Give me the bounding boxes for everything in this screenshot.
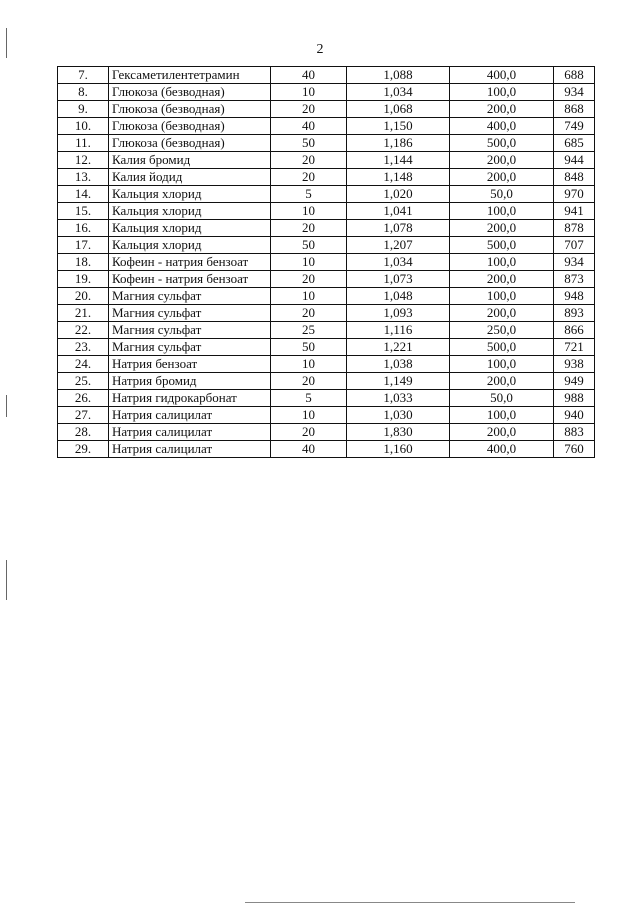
table-row [58,288,595,305]
value-cell: 707 [554,237,595,254]
concentration-cell: 40 [271,67,347,84]
row-number-cell: 22. [58,322,109,339]
substance-name-cell: Калия бромид [109,152,271,169]
row-number-cell: 8. [58,84,109,101]
substance-name-cell: Натрия салицилат [109,407,271,424]
concentration-cell: 20 [271,305,347,322]
mass-cell: 200,0 [450,424,554,441]
table-row [58,373,595,390]
table-row [58,407,595,424]
value-cell: 944 [554,152,595,169]
page-number: 2 [316,42,324,57]
table-row [58,254,595,271]
substance-name-cell: Глюкоза (безводная) [109,101,271,118]
row-number-cell: 20. [58,288,109,305]
concentration-cell: 20 [271,220,347,237]
table-row [58,101,595,118]
mass-cell: 200,0 [450,169,554,186]
scan-edge-mark [6,560,7,600]
substance-name-cell: Натрия салицилат [109,441,271,458]
row-number-cell: 21. [58,305,109,322]
value-cell: 988 [554,390,595,407]
table-row [58,356,595,373]
density-cell: 1,030 [347,407,450,424]
density-cell: 1,116 [347,322,450,339]
mass-cell: 100,0 [450,407,554,424]
substance-name-cell: Калия йодид [109,169,271,186]
table-row [58,135,595,152]
substance-name-cell: Магния сульфат [109,288,271,305]
value-cell: 848 [554,169,595,186]
row-number-cell: 14. [58,186,109,203]
density-cell: 1,149 [347,373,450,390]
table-row [58,152,595,169]
row-number-cell: 13. [58,169,109,186]
concentration-cell: 20 [271,101,347,118]
table-row [58,118,595,135]
substance-name-cell: Натрия салицилат [109,424,271,441]
value-cell: 685 [554,135,595,152]
substance-name-cell: Кальция хлорид [109,203,271,220]
row-number-cell: 12. [58,152,109,169]
table-row [58,67,595,84]
substance-name-cell: Гексаметилентетрамин [109,67,271,84]
mass-cell: 250,0 [450,322,554,339]
density-cell: 1,160 [347,441,450,458]
concentration-cell: 20 [271,424,347,441]
row-number-cell: 10. [58,118,109,135]
data-table [57,66,595,458]
value-cell: 949 [554,373,595,390]
row-number-cell: 16. [58,220,109,237]
density-cell: 1,034 [347,254,450,271]
mass-cell: 500,0 [450,135,554,152]
value-cell: 721 [554,339,595,356]
density-cell: 1,186 [347,135,450,152]
density-cell: 1,048 [347,288,450,305]
value-cell: 940 [554,407,595,424]
mass-cell: 500,0 [450,237,554,254]
value-cell: 688 [554,67,595,84]
value-cell: 948 [554,288,595,305]
table-row [58,271,595,288]
substance-name-cell: Кофеин - натрия бензоат [109,271,271,288]
table-row [58,169,595,186]
table-row [58,220,595,237]
density-cell: 1,207 [347,237,450,254]
concentration-cell: 20 [271,271,347,288]
value-cell: 760 [554,441,595,458]
density-cell: 1,150 [347,118,450,135]
value-cell: 970 [554,186,595,203]
substance-name-cell: Кальция хлорид [109,237,271,254]
density-cell: 1,041 [347,203,450,220]
row-number-cell: 19. [58,271,109,288]
density-cell: 1,088 [347,67,450,84]
density-cell: 1,033 [347,390,450,407]
substance-name-cell: Натрия гидрокарбонат [109,390,271,407]
mass-cell: 400,0 [450,67,554,84]
table-row [58,339,595,356]
value-cell: 934 [554,84,595,101]
density-cell: 1,144 [347,152,450,169]
substance-name-cell: Глюкоза (безводная) [109,135,271,152]
concentration-cell: 40 [271,441,347,458]
substance-name-cell: Натрия бензоат [109,356,271,373]
row-number-cell: 29. [58,441,109,458]
concentration-cell: 10 [271,84,347,101]
density-cell: 1,068 [347,101,450,118]
substance-name-cell: Кофеин - натрия бензоат [109,254,271,271]
concentration-cell: 40 [271,118,347,135]
table-row [58,424,595,441]
row-number-cell: 25. [58,373,109,390]
value-cell: 866 [554,322,595,339]
density-cell: 1,038 [347,356,450,373]
value-cell: 941 [554,203,595,220]
mass-cell: 200,0 [450,220,554,237]
value-cell: 893 [554,305,595,322]
value-cell: 873 [554,271,595,288]
table-row [58,322,595,339]
value-cell: 868 [554,101,595,118]
mass-cell: 100,0 [450,84,554,101]
row-number-cell: 27. [58,407,109,424]
mass-cell: 200,0 [450,373,554,390]
substance-name-cell: Кальция хлорид [109,186,271,203]
row-number-cell: 7. [58,67,109,84]
table-row [58,237,595,254]
density-cell: 1,148 [347,169,450,186]
row-number-cell: 23. [58,339,109,356]
density-cell: 1,078 [347,220,450,237]
substance-name-cell: Магния сульфат [109,339,271,356]
mass-cell: 500,0 [450,339,554,356]
row-number-cell: 28. [58,424,109,441]
table-row [58,390,595,407]
concentration-cell: 10 [271,203,347,220]
substance-name-cell: Магния сульфат [109,322,271,339]
value-cell: 938 [554,356,595,373]
table-body [58,67,595,458]
row-number-cell: 15. [58,203,109,220]
row-number-cell: 24. [58,356,109,373]
concentration-cell: 20 [271,152,347,169]
table-row [58,186,595,203]
mass-cell: 100,0 [450,254,554,271]
table-row [58,441,595,458]
concentration-cell: 50 [271,339,347,356]
mass-cell: 400,0 [450,118,554,135]
mass-cell: 100,0 [450,203,554,220]
row-number-cell: 17. [58,237,109,254]
concentration-cell: 10 [271,254,347,271]
mass-cell: 200,0 [450,101,554,118]
mass-cell: 200,0 [450,152,554,169]
mass-cell: 200,0 [450,271,554,288]
concentration-cell: 5 [271,186,347,203]
mass-cell: 50,0 [450,390,554,407]
concentration-cell: 50 [271,237,347,254]
density-cell: 1,020 [347,186,450,203]
concentration-cell: 10 [271,288,347,305]
density-cell: 1,073 [347,271,450,288]
concentration-cell: 10 [271,407,347,424]
density-cell: 1,221 [347,339,450,356]
table-row [58,305,595,322]
table-row [58,84,595,101]
mass-cell: 200,0 [450,305,554,322]
mass-cell: 100,0 [450,356,554,373]
density-cell: 1,093 [347,305,450,322]
row-number-cell: 26. [58,390,109,407]
value-cell: 883 [554,424,595,441]
row-number-cell: 11. [58,135,109,152]
concentration-cell: 10 [271,356,347,373]
substance-name-cell: Магния сульфат [109,305,271,322]
substance-name-cell: Глюкоза (безводная) [109,118,271,135]
concentration-cell: 20 [271,373,347,390]
concentration-cell: 5 [271,390,347,407]
value-cell: 878 [554,220,595,237]
scan-bottom-line [245,902,575,903]
scan-edge-mark [6,28,7,58]
row-number-cell: 9. [58,101,109,118]
concentration-cell: 50 [271,135,347,152]
concentration-cell: 20 [271,169,347,186]
row-number-cell: 18. [58,254,109,271]
substance-name-cell: Кальция хлорид [109,220,271,237]
table-row [58,203,595,220]
density-cell: 1,830 [347,424,450,441]
substance-name-cell: Натрия бромид [109,373,271,390]
density-cell: 1,034 [347,84,450,101]
mass-cell: 100,0 [450,288,554,305]
value-cell: 934 [554,254,595,271]
value-cell: 749 [554,118,595,135]
scan-edge-mark [6,395,7,417]
mass-cell: 400,0 [450,441,554,458]
substance-name-cell: Глюкоза (безводная) [109,84,271,101]
concentration-cell: 25 [271,322,347,339]
mass-cell: 50,0 [450,186,554,203]
